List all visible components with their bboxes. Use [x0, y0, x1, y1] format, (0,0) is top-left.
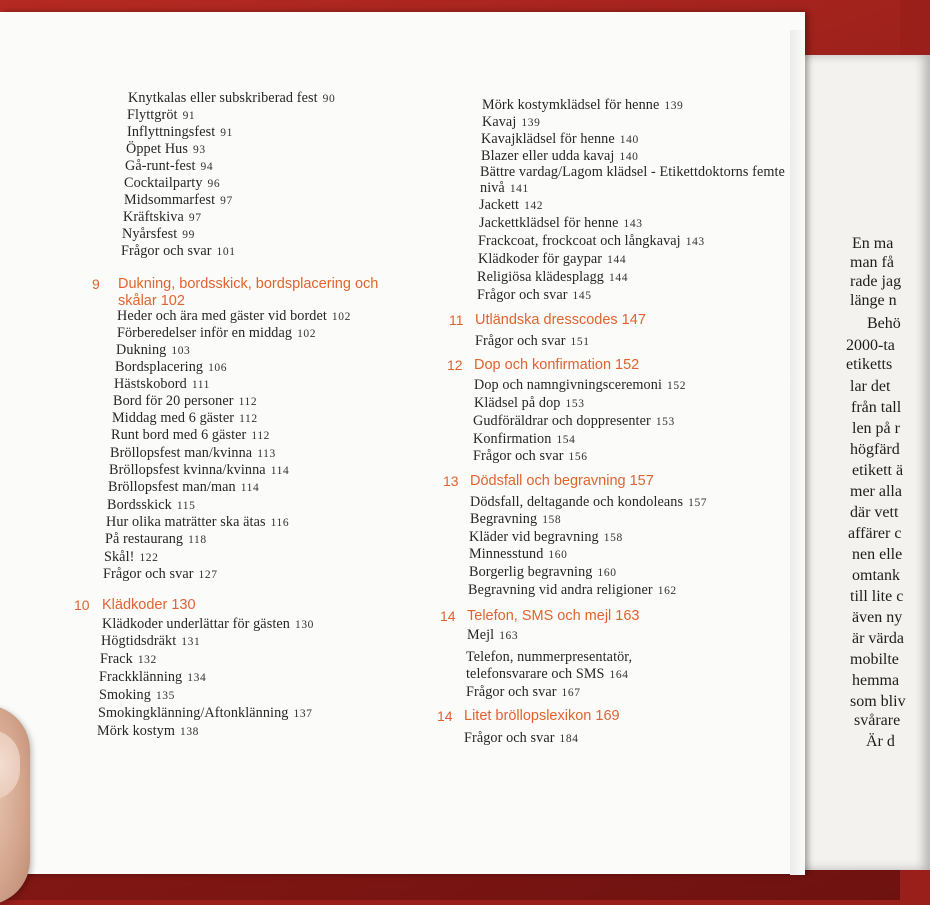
toc-entry — [477, 287, 592, 304]
toc-entry-title: På restaurang — [105, 531, 184, 547]
toc-entry-page: 115 — [176, 500, 196, 512]
toc-entry — [478, 251, 626, 268]
toc-entry-page: 143 — [685, 236, 705, 248]
toc-entry-page: 163 — [499, 630, 519, 642]
body-text-line: rade jag — [850, 273, 902, 290]
toc-entry-title: Hur olika maträtter ska ätas — [106, 514, 266, 530]
toc-entry-title: Bordsplacering — [115, 359, 204, 375]
toc-entry-page: 139 — [521, 117, 541, 129]
body-text-line: mer alla — [850, 483, 902, 500]
body-text-line: hemma — [852, 672, 900, 689]
toc-entry — [104, 549, 159, 566]
toc-entry-title: Mejl — [467, 627, 495, 643]
toc-entry — [117, 325, 316, 342]
toc-entry-page: 140 — [619, 134, 639, 146]
toc-entry — [475, 333, 590, 350]
toc-entry-title: Förberedelser inför en middag — [117, 325, 293, 341]
toc-entry — [126, 141, 206, 158]
toc-entry-page: 112 — [251, 430, 271, 442]
toc-entry-title: Hästskobord — [114, 376, 187, 392]
toc-entry-page: 94 — [200, 161, 214, 173]
page-edge — [790, 30, 805, 875]
toc-entry — [113, 393, 257, 410]
toc-entry — [480, 180, 529, 197]
toc-entry-title: Frackcoat, frockcoat och långkavaj — [478, 233, 681, 249]
body-text-line: även ny — [852, 609, 903, 626]
toc-entry — [109, 462, 289, 479]
toc-entry-page: 144 — [609, 272, 629, 284]
toc-entry-page: 134 — [187, 672, 207, 684]
toc-entry — [482, 97, 683, 114]
toc-entry-title: Frågor och svar — [477, 287, 568, 303]
toc-entry-title: Frågor och svar — [121, 243, 212, 259]
toc-entry-title: Dop och namngivningsceremoni — [474, 377, 662, 393]
toc-entry — [99, 669, 206, 686]
toc-entry-page: 103 — [171, 345, 191, 357]
toc-entry-title: Frackklänning — [99, 669, 183, 685]
body-text-line: från tall — [851, 399, 902, 416]
chapter-title: Dödsfall och begravning 157 — [470, 473, 654, 489]
toc-entry-page: 144 — [607, 254, 627, 266]
toc-entry-title: Frågor och svar — [103, 566, 194, 582]
toc-entry-page: 102 — [331, 311, 351, 323]
body-text-line: mobilte — [850, 651, 899, 668]
toc-entry-page: 116 — [270, 517, 290, 529]
chapter-title: Dop och konfirmation 152 — [474, 357, 640, 373]
toc-entry-title: Blazer eller udda kavaj — [481, 148, 615, 164]
toc-entry — [98, 705, 313, 722]
toc-entry-page: 114 — [240, 482, 260, 494]
toc-entry-title: Dukning — [116, 342, 167, 358]
toc-entry-page: 142 — [524, 200, 544, 212]
chapter-title: Telefon, SMS och mejl 163 — [467, 608, 640, 624]
toc-entry-title: Inflyttningsfest — [127, 124, 216, 140]
toc-entry-page: 145 — [572, 290, 592, 302]
toc-entry-page: 162 — [657, 585, 677, 597]
toc-entry — [101, 633, 200, 650]
toc-entry-title: Frack — [100, 651, 133, 667]
toc-entry-page: 122 — [139, 552, 159, 564]
toc-entry — [466, 684, 581, 701]
toc-entry-title: Bröllopsfest man/kvinna — [110, 445, 253, 461]
body-text-line: affärer c — [848, 525, 902, 542]
toc-entry — [469, 529, 623, 546]
toc-entry — [481, 131, 639, 148]
toc-entry-title: Telefon, nummerpresentatör, — [466, 649, 633, 665]
toc-entry-page: 91 — [220, 127, 233, 139]
toc-entry-title: Frågor och svar — [464, 730, 555, 746]
body-text-line: lar det — [850, 378, 891, 395]
toc-entry-page: 143 — [623, 218, 643, 230]
body-text-line: En ma — [852, 235, 894, 252]
toc-entry-page: 91 — [182, 110, 196, 122]
toc-entry — [473, 448, 588, 465]
toc-entry-page: 138 — [179, 726, 200, 738]
toc-entry — [110, 445, 276, 462]
toc-entry-page: 99 — [182, 229, 195, 241]
toc-entry — [108, 479, 259, 496]
toc-entry-title: Kavajklädsel för henne — [481, 131, 615, 147]
toc-entry-title: Bättre vardag/Lagom klädsel - Etikettdoktorns femte — [480, 164, 785, 180]
toc-entry — [482, 114, 540, 131]
toc-entry-page: 153 — [565, 398, 585, 410]
toc-entry-title: Frågor och svar — [466, 684, 557, 700]
toc-entry-page: 157 — [688, 497, 708, 509]
toc-entry — [102, 616, 314, 633]
toc-entry-title: Kräftskiva — [123, 209, 184, 225]
toc-entry-page: 131 — [181, 636, 201, 648]
toc-entry-page: 141 — [509, 183, 529, 195]
toc-entry-page: 127 — [198, 569, 218, 581]
toc-entry-title: Nyårsfest — [122, 226, 178, 242]
chapter-title: Dukning, bordsskick, bordsplacering och skålar 102 — [118, 276, 379, 309]
toc-entry-title: Cocktailparty — [124, 175, 203, 191]
body-text-line: högfärd — [850, 441, 900, 458]
toc-entry-page: 101 — [216, 246, 236, 258]
toc-entry — [121, 243, 236, 260]
toc-entry — [122, 226, 195, 243]
toc-entry-page: 118 — [188, 534, 207, 546]
toc-entry — [114, 376, 210, 393]
body-text-line: länge n — [850, 292, 897, 309]
toc-entry — [474, 377, 686, 394]
toc-entry-title: Öppet Hus — [126, 141, 188, 157]
chapter-title: Litet bröllopslexikon 169 — [464, 708, 620, 724]
toc-entry-title: Heder och ära med gäster vid bordet — [117, 308, 327, 324]
toc-entry-title: telefonsvarare och SMS — [466, 666, 605, 682]
toc-entry — [124, 175, 220, 192]
toc-entry-title: Middag med 6 gäster — [112, 410, 235, 426]
toc-entry-title: Minnesstund — [469, 546, 544, 562]
toc-entry — [473, 413, 675, 430]
toc-entry-page: 139 — [664, 100, 684, 112]
toc-entry-page: 132 — [137, 654, 157, 666]
toc-entry — [470, 511, 561, 528]
toc-entry-page: 167 — [561, 687, 581, 699]
toc-entry — [469, 546, 567, 563]
chapter-number: 10 — [74, 597, 90, 613]
chapter-number: 12 — [447, 357, 463, 373]
toc-entry — [466, 666, 629, 683]
body-text-line: Är d — [866, 733, 895, 750]
toc-entry-page: 140 — [619, 151, 639, 163]
chapter-number: 13 — [443, 473, 459, 489]
toc-entry — [474, 395, 585, 412]
body-text-line: som bliv — [850, 693, 906, 710]
toc-entry-title: Smoking — [99, 687, 151, 703]
chapter-title: Utländska dresscodes 147 — [475, 312, 646, 328]
toc-entry-page: 152 — [667, 380, 687, 392]
toc-entry — [127, 124, 233, 141]
toc-entry — [478, 233, 705, 250]
toc-entry-page: 135 — [155, 690, 176, 702]
toc-entry — [481, 148, 639, 165]
toc-entry-page: 90 — [322, 93, 336, 105]
toc-entry — [100, 651, 157, 668]
toc-entry-title: Gudföräldrar och doppresenter — [473, 413, 651, 429]
toc-entry-title: Begravning — [470, 511, 538, 527]
toc-entry-title: Högtidsdräkt — [101, 633, 177, 649]
toc-entry-page: 154 — [556, 434, 576, 446]
body-text-line: svårare — [854, 712, 901, 729]
toc-entry-title: Mörk kostymklädsel för henne — [482, 97, 660, 113]
toc-entry-title: Borgerlig begravning — [469, 564, 593, 580]
toc-entry-page: 102 — [297, 328, 317, 340]
right-page — [790, 55, 930, 870]
toc-entry — [467, 627, 518, 644]
toc-entry-title: nivå — [480, 180, 505, 196]
toc-entry — [127, 107, 195, 124]
toc-entry-page: 93 — [192, 144, 206, 156]
toc-entry-page: 164 — [609, 669, 629, 681]
toc-entry — [470, 494, 707, 511]
toc-entry-title: Religiösa klädesplagg — [477, 269, 605, 285]
toc-entry-title: Skål! — [104, 549, 135, 565]
toc-entry-title: Jackettklädsel för henne — [479, 215, 619, 231]
body-text-line: Behö — [867, 315, 901, 332]
toc-entry — [97, 723, 199, 740]
toc-entry — [99, 687, 175, 704]
body-text-line: 2000-ta — [846, 337, 895, 354]
toc-entry-title: Kavaj — [482, 114, 517, 130]
toc-entry — [117, 308, 351, 325]
toc-entry — [125, 158, 213, 175]
toc-entry-page: 184 — [559, 733, 579, 745]
toc-entry-title: Mörk kostym — [97, 723, 175, 739]
toc-entry-page: 114 — [270, 465, 290, 477]
toc-entry-title: Klädkoder för gaypar — [478, 251, 603, 267]
body-text-line: etikett ä — [852, 462, 904, 479]
chapter-number: 11 — [449, 312, 464, 328]
toc-entry — [123, 209, 202, 226]
body-text-line: är värda — [852, 630, 904, 647]
toc-entry-title: Kläder vid begravning — [469, 529, 599, 545]
toc-entry — [479, 215, 643, 232]
toc-entry-page: 160 — [548, 549, 568, 561]
toc-entry-title: Gå-runt-fest — [125, 158, 196, 174]
toc-entry-title: Frågor och svar — [475, 333, 566, 349]
toc-entry — [128, 90, 335, 107]
toc-entry-page: 130 — [294, 619, 315, 631]
toc-entry — [464, 730, 579, 747]
toc-entry — [107, 497, 195, 514]
body-text-line: nen elle — [852, 546, 903, 563]
toc-entry — [477, 269, 628, 286]
toc-entry — [111, 427, 270, 444]
toc-entry-title: Bröllopsfest kvinna/kvinna — [109, 462, 266, 478]
toc-entry-page: 153 — [655, 416, 675, 428]
toc-entry — [468, 582, 677, 599]
toc-entry — [115, 359, 227, 376]
toc-entry-title: Klädkoder underlättar för gästen — [102, 616, 290, 632]
toc-entry-title: Knytkalas eller subskriberad fest — [128, 90, 318, 106]
body-text-line: man få — [850, 254, 894, 271]
toc-entry-page: 111 — [191, 379, 211, 391]
toc-entry — [466, 649, 632, 666]
toc-entry-title: Dödsfall, deltagande och kondoleans — [470, 494, 684, 510]
toc-entry-title: Klädsel på dop — [474, 395, 561, 411]
body-text-line: där vett — [850, 504, 899, 521]
body-text-line: len på r — [852, 420, 900, 437]
toc-entry-title: Jackett — [479, 197, 520, 213]
chapter-number: 14 — [437, 708, 453, 724]
toc-entry-page: 156 — [568, 451, 588, 463]
toc-entry-title: Konfirmation — [473, 431, 552, 447]
toc-entry — [480, 164, 785, 181]
toc-entry-title: Midsommarfest — [124, 192, 216, 208]
toc-entry-page: 160 — [597, 567, 617, 579]
toc-entry-page: 137 — [293, 708, 313, 720]
toc-entry-page: 151 — [570, 336, 590, 348]
toc-entry-title: Flyttgröt — [127, 107, 178, 123]
chapter-number: 9 — [92, 276, 100, 292]
toc-entry-page: 97 — [188, 212, 202, 224]
toc-entry-title: Runt bord med 6 gäster — [111, 427, 247, 443]
toc-entry-page: 113 — [257, 448, 276, 460]
toc-entry-page: 112 — [239, 413, 258, 425]
toc-entry — [106, 514, 289, 531]
right-page-text — [790, 55, 906, 870]
toc-entry-page: 97 — [220, 195, 233, 207]
toc-entry — [479, 197, 543, 214]
toc-entry-page: 158 — [542, 514, 562, 526]
toc-entry-title: Frågor och svar — [473, 448, 564, 464]
toc-entry — [103, 566, 218, 583]
toc-entry — [469, 564, 617, 581]
toc-entry-page: 112 — [238, 396, 258, 408]
body-text-line: etiketts — [846, 356, 893, 373]
toc-entry-title: Bordsskick — [107, 497, 172, 513]
chapter-title: Klädkoder 130 — [102, 597, 196, 613]
toc-entry-title: Smokingklänning/Aftonklänning — [98, 705, 289, 721]
toc-entry — [116, 342, 190, 359]
toc-entry-page: 106 — [208, 362, 228, 374]
chapter-number: 14 — [440, 608, 456, 624]
toc-entry — [112, 410, 258, 427]
toc-entry-title: Bord för 20 personer — [113, 393, 234, 409]
toc-entry-page: 96 — [207, 178, 221, 190]
toc-entry-title: Bröllopsfest man/man — [108, 479, 236, 495]
toc-entry-page: 158 — [603, 532, 623, 544]
toc-entry — [124, 192, 233, 209]
body-text-line: till lite c — [850, 588, 904, 605]
toc-entry-title: Begravning vid andra religioner — [468, 582, 653, 598]
body-text-line: omtank — [852, 567, 900, 584]
toc-entry — [473, 431, 576, 448]
toc-entry — [105, 531, 207, 548]
